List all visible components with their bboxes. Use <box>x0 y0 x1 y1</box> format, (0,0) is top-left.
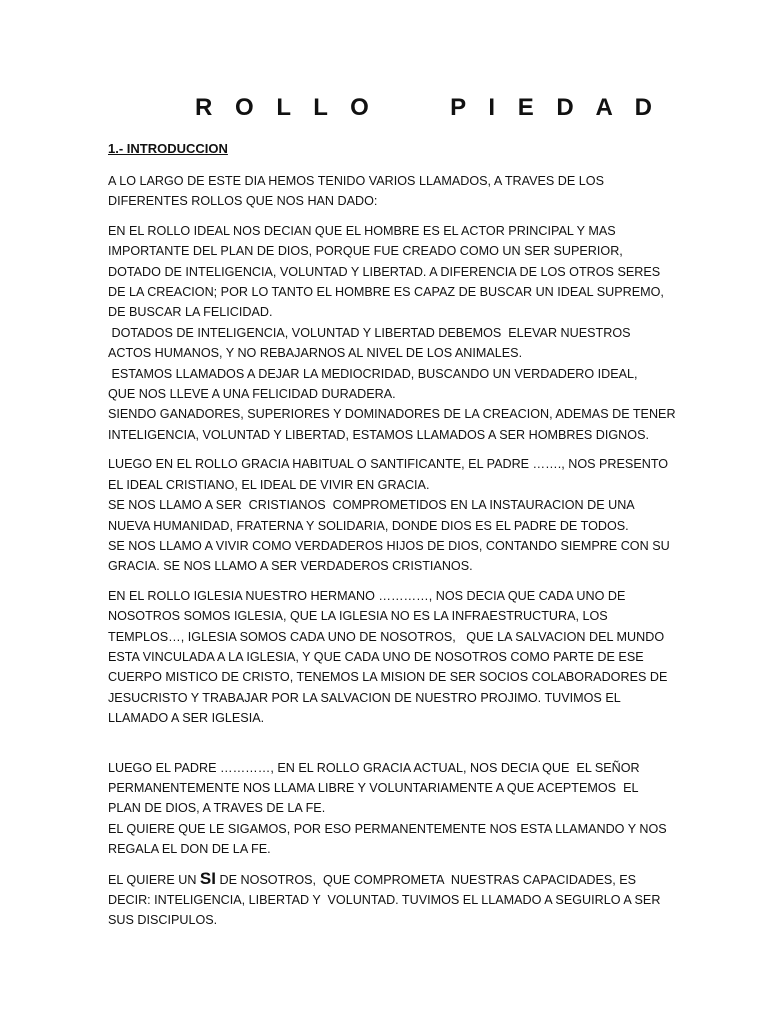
paragraph-iglesia <box>108 586 668 729</box>
text-line: EN EL ROLLO IGLESIA NUESTRO HERMANO …………, NOS DECIA QUE CADA UNO DE <box>108 588 626 603</box>
text-line: ACTOS HUMANOS, Y NO REBAJARNOS AL NIVEL DE LOS ANIMALES. <box>108 346 523 361</box>
paragraph-intro <box>108 171 668 212</box>
text-line: DOTADOS DE INTELIGENCIA, VOLUNTAD Y LIBERTAD DEBEMOS ELEVAR NUESTROS <box>108 325 631 340</box>
text-line: DE BUSCAR LA FELICIDAD. <box>108 305 273 320</box>
text-fragment: EL QUIERE UN <box>108 872 200 887</box>
text-fragment: DE NOSOTROS, QUE COMPROMETA NUESTRAS CAPACIDADES, ES <box>215 872 637 887</box>
text-line: QUE NOS LLEVE A UNA FELICIDAD DURADERA. <box>108 387 396 402</box>
text-line: DIFERENTES ROLLOS QUE NOS HAN DADO: <box>108 194 378 209</box>
blank-line <box>108 738 668 758</box>
text-line: PLAN DE DIOS, A TRAVES DE LA FE. <box>108 801 326 816</box>
text-line: EL IDEAL CRISTIANO, EL IDEAL DE VIVIR EN GRACIA. <box>108 477 430 492</box>
text-line: LUEGO EL PADRE …………, EN EL ROLLO GRACIA ACTUAL, NOS DECIA QUE EL SEÑOR <box>108 760 640 775</box>
section-heading: 1.- INTRODUCCION <box>108 141 228 156</box>
text-line: JESUCRISTO Y TRABAJAR POR LA SALVACION DE NUESTRO PROJIMO. TUVIMOS EL <box>108 690 621 705</box>
text-line: PERMANENTEMENTE NOS LLAMA LIBRE Y VOLUNTARIAMENTE A QUE ACEPTEMOS EL <box>108 780 639 795</box>
text-line: NUEVA HUMANIDAD, FRATERNA Y SOLIDARIA, DONDE DIOS ES EL PADRE DE TODOS. <box>108 518 629 533</box>
text-line: A LO LARGO DE ESTE DIA HEMOS TENIDO VARIOS LLAMADOS, A TRAVES DE LOS <box>108 174 604 188</box>
text-line: DECIR: INTELIGENCIA, LIBERTAD Y VOLUNTAD. TUVIMOS EL LLAMADO A SEGUIRLO A SER <box>108 893 661 907</box>
text-line: TEMPLOS…, IGLESIA SOMOS CADA UNO DE NOSOTROS, QUE LA SALVACION DEL MUNDO <box>108 629 665 644</box>
text-line: DE LA CREACION; POR LO TANTO EL HOMBRE ES CAPAZ DE BUSCAR UN IDEAL SUPREMO, <box>108 285 664 300</box>
text-line: SE NOS LLAMO A SER CRISTIANOS COMPROMETIDOS EN LA INSTAURACION DE UNA <box>108 498 635 513</box>
text-line: SIENDO GANADORES, SUPERIORES Y DOMINADORES DE LA CREACION, ADEMAS DE TENER <box>108 407 676 422</box>
text-line: ESTAMOS LLAMADOS A DEJAR LA MEDIOCRIDAD, BUSCANDO UN VERDADERO IDEAL, <box>108 366 638 381</box>
text-line: EL QUIERE QUE LE SIGAMOS, POR ESO PERMANENTEMENTE NOS ESTA LLAMANDO Y NOS <box>108 821 667 836</box>
paragraph-rollo-ideal <box>108 221 676 445</box>
text-line: DOTADO DE INTELIGENCIA, VOLUNTAD Y LIBERTAD. A DIFERENCIA DE LOS OTROS SERES <box>108 264 661 279</box>
document-body <box>108 171 676 940</box>
text-line: SE NOS LLAMO A VIVIR COMO VERDADEROS HIJOS DE DIOS, CONTANDO SIEMPRE CON SU <box>108 538 670 553</box>
text-line: LUEGO EN EL ROLLO GRACIA HABITUAL O SANTIFICANTE, EL PADRE ……., NOS PRESENTO <box>108 457 669 472</box>
text-line: REGALA EL DON DE LA FE. <box>108 842 271 857</box>
text-line: INTELIGENCIA, VOLUNTAD Y LIBERTAD, ESTAMOS LLAMADOS A SER HOMBRES DIGNOS. <box>108 427 649 442</box>
text-line: IMPORTANTE DEL PLAN DE DIOS, PORQUE FUE CREADO COMO UN SER SUPERIOR, <box>108 244 623 259</box>
text-line: LLAMADO A SER IGLESIA. <box>108 711 265 726</box>
emphasis-si: SI <box>199 868 216 888</box>
text-line: ESTA VINCULADA A LA IGLESIA, Y QUE CADA UNO DE NOSOTROS COMO PARTE DE ESE <box>108 649 644 664</box>
paragraph-gracia-habitual <box>108 454 668 576</box>
paragraph-closing <box>108 869 668 931</box>
text-line: SUS DISCIPULOS. <box>108 913 218 928</box>
document-title: R O L L O P I E D A D <box>195 94 660 121</box>
text-line-with-emphasis <box>108 869 668 890</box>
text-line: GRACIA. SE NOS LLAMO A SER VERDADEROS CRISTIANOS. <box>108 559 473 574</box>
text-line: CUERPO MISTICO DE CRISTO, TENEMOS LA MISION DE SER SOCIOS COLABORADORES DE <box>108 670 668 685</box>
paragraph-gracia-actual <box>108 758 668 860</box>
text-line: EN EL ROLLO IDEAL NOS DECIAN QUE EL HOMBRE ES EL ACTOR PRINCIPAL Y MAS <box>108 223 616 238</box>
text-line: NOSOTROS SOMOS IGLESIA, QUE LA IGLESIA NO ES LA INFRAESTRUCTURA, LOS <box>108 609 608 624</box>
